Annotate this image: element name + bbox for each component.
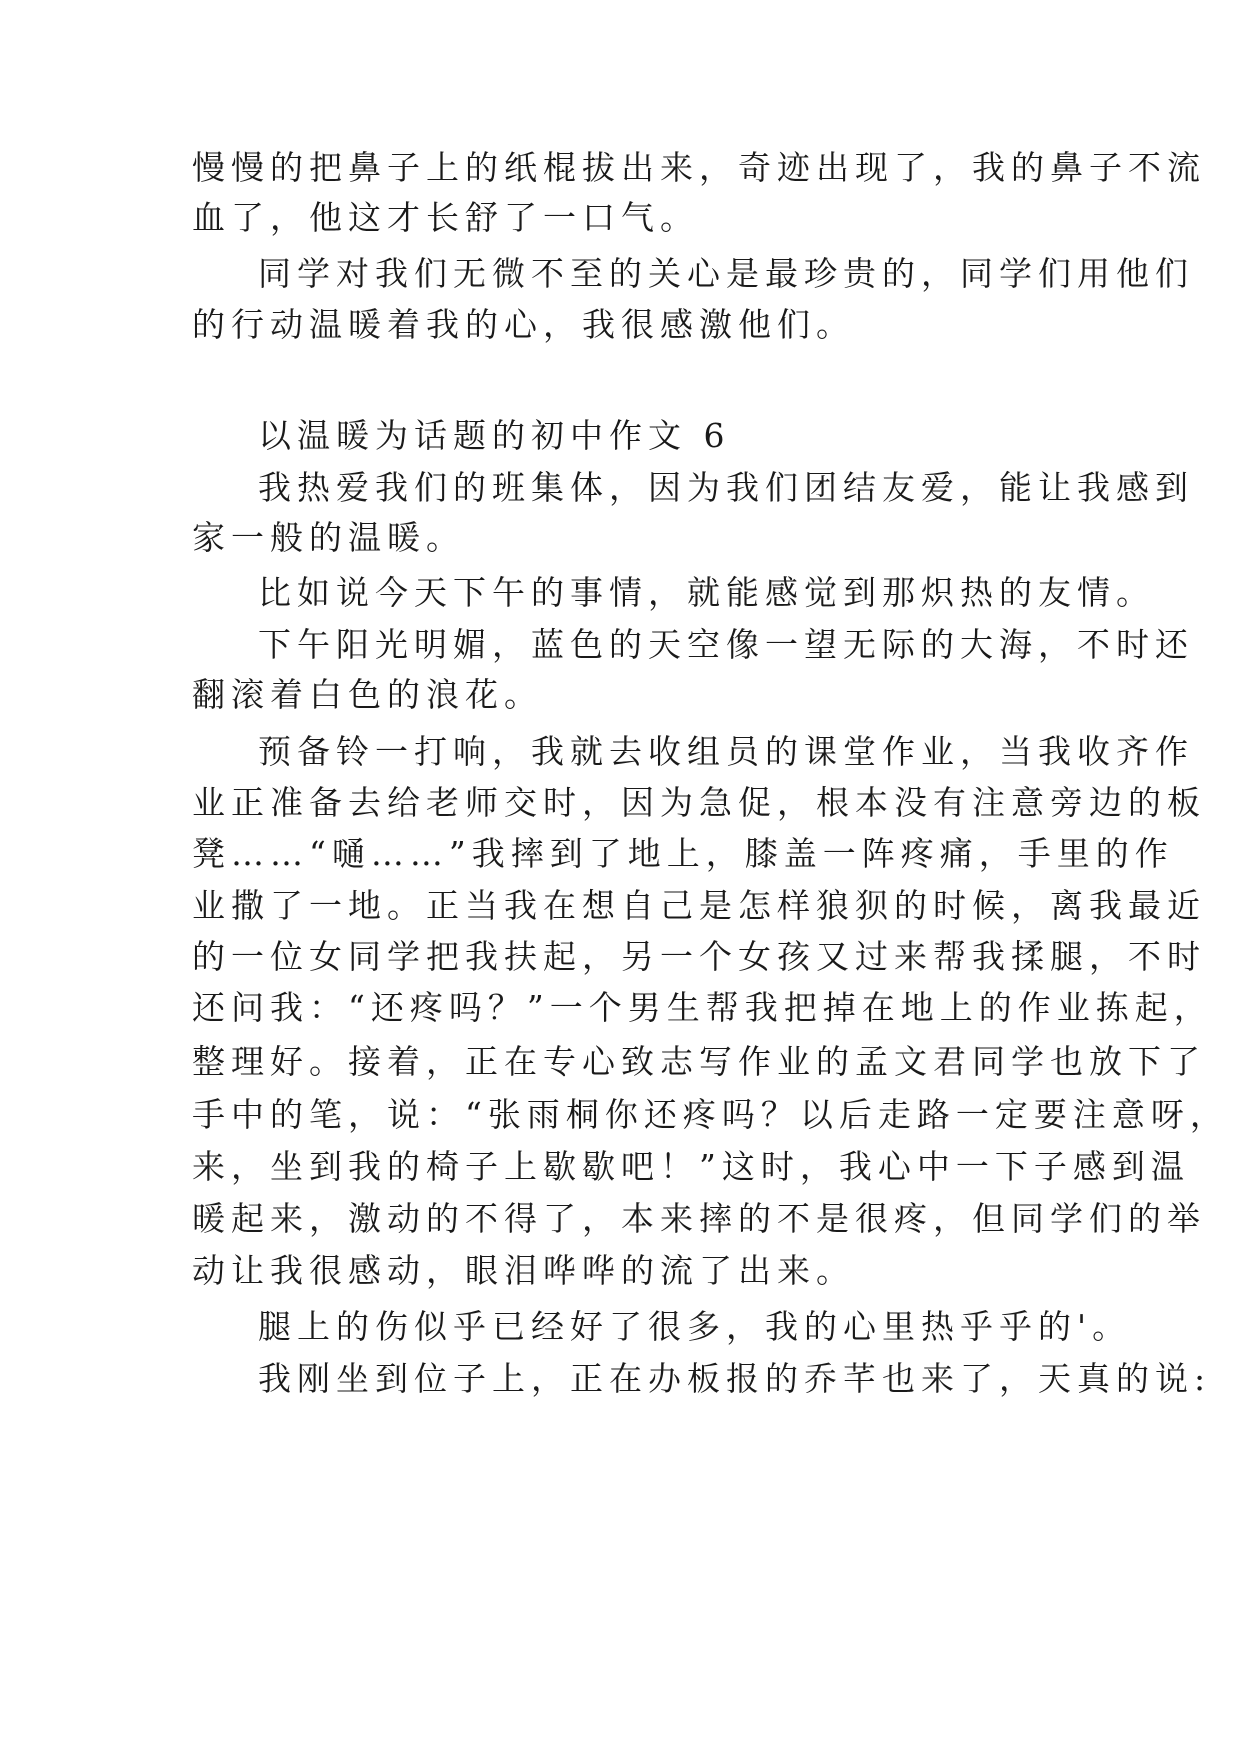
text-line: 的行动温暖着我的心，我很感激他们。 bbox=[192, 305, 855, 344]
text-line: 比如说今天下午的事情，就能感觉到那炽热的友情。 bbox=[258, 573, 1155, 612]
text-line: 整理好。接着，正在专心致志写作业的孟文君同学也放下了 bbox=[192, 1042, 1206, 1081]
text-line: 腿上的伤似乎已经好了很多，我的心里热乎乎的'。 bbox=[258, 1307, 1132, 1346]
section-heading: 以温暖为话题的初中作文 6 bbox=[258, 416, 731, 455]
text-line: 慢慢的把鼻子上的纸棍拔出来，奇迹出现了，我的鼻子不流 bbox=[192, 148, 1206, 187]
text-line: 下午阳光明媚，蓝色的天空像一望无际的大海，不时还 bbox=[258, 625, 1194, 664]
text-line: 家一般的温暖。 bbox=[192, 518, 465, 557]
text-line: 业正准备去给老师交时，因为急促，根本没有注意旁边的板 bbox=[192, 783, 1206, 822]
text-line: 业撒了一地。正当我在想自己是怎样狼狈的时候，离我最近 bbox=[192, 886, 1206, 925]
text-line: 我热爱我们的班集体，因为我们团结友爱，能让我感到 bbox=[258, 468, 1194, 507]
text-line: 来，坐到我的椅子上歇歇吧！”这时，我心中一下子感到温 bbox=[192, 1147, 1190, 1186]
text-line: 暖起来，激动的不得了，本来摔的不是很疼，但同学们的举 bbox=[192, 1199, 1206, 1238]
text-line: 还问我：“还疼吗？”一个男生帮我把掉在地上的作业拣起， bbox=[192, 988, 1213, 1027]
text-line: 血了，他这才长舒了一口气。 bbox=[192, 198, 699, 237]
text-line: 手中的笔，说：“张雨桐你还疼吗？以后走路一定要注意呀， bbox=[192, 1095, 1229, 1134]
text-line: 翻滚着白色的浪花。 bbox=[192, 675, 543, 714]
text-line: 凳……“嗵……”我摔到了地上，膝盖一阵疼痛，手里的作 bbox=[192, 834, 1174, 873]
text-line: 同学对我们无微不至的关心是最珍贵的，同学们用他们 bbox=[258, 254, 1194, 293]
text-line: 我刚坐到位子上，正在办板报的乔芊也来了，天真的说: bbox=[258, 1359, 1212, 1398]
text-line: 的一位女同学把我扶起，另一个女孩又过来帮我揉腿，不时 bbox=[192, 937, 1206, 976]
text-line: 动让我很感动，眼泪哗哗的流了出来。 bbox=[192, 1251, 855, 1290]
text-line: 预备铃一打响，我就去收组员的课堂作业，当我收齐作 bbox=[258, 732, 1194, 771]
